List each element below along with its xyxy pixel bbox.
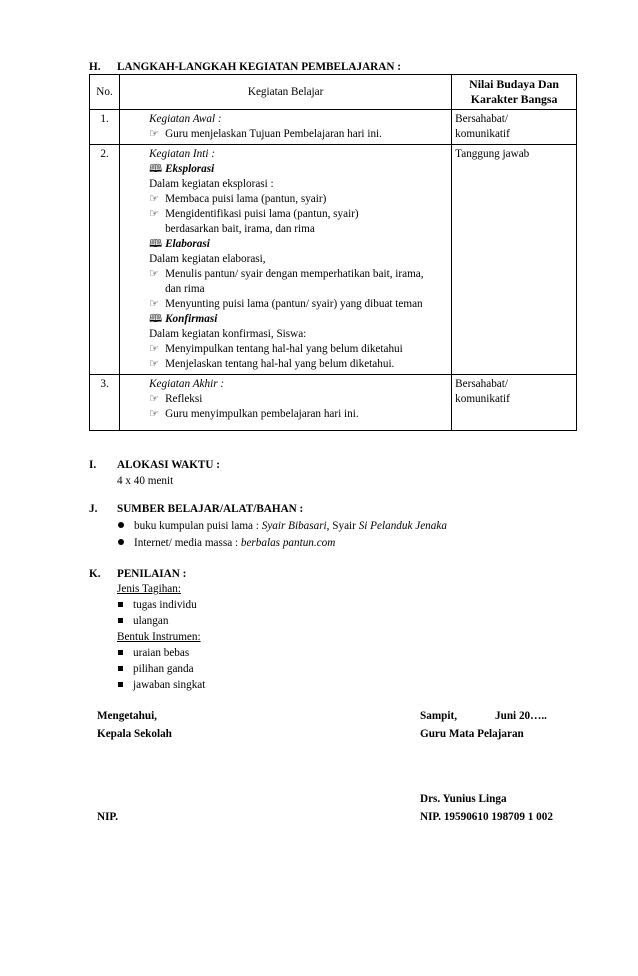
square-bullet-icon [118,602,123,607]
section-j-letter: J. [89,503,98,515]
subsection-intro: Dalam kegiatan konfirmasi, Siswa: [149,328,307,340]
activity-heading: Kegiatan Awal : [149,113,222,125]
subsection-intro: Dalam kegiatan elaborasi, [149,253,266,265]
pointing-hand-icon: ☞ [149,358,160,370]
book-icon: 🕮 [149,238,163,250]
pointing-hand-icon: ☞ [149,208,160,220]
section-h-letter: H. [89,61,101,73]
list-item: uraian bebas [118,646,189,661]
book-icon: 🕮 [149,313,163,325]
pointing-hand-icon: ☞ [149,408,160,420]
signature-left-line1: Mengetahui, [97,710,157,722]
pointing-hand-icon: ☞ [149,128,160,140]
list-item: ☞ Menyimpulkan tentang hal-hal yang belum diketahui [149,343,403,355]
pointing-hand-icon: ☞ [149,298,160,310]
header-kegiatan: Kegiatan Belajar [120,75,452,110]
section-i-letter: I. [89,459,97,471]
header-nilai: Nilai Budaya Dan Karakter Bangsa [452,75,577,110]
square-bullet-icon [118,650,123,655]
section-h-title: LANGKAH-LANGKAH KEGIATAN PEMBELAJARAN : [117,61,401,73]
list-item: ☞ Membaca puisi lama (pantun, syair) [149,193,327,205]
activity-heading: Kegiatan Inti : [149,148,215,160]
list-item: ☞ Menjelaskan tentang hal-hal yang belum diketahui. [149,358,395,370]
list-item: ulangan [118,614,168,629]
bullet-dot-icon [118,522,124,528]
section-i-title: ALOKASI WAKTU : [117,459,220,471]
list-item: ☞ Refleksi [149,393,203,405]
section-k-title: PENILAIAN : [117,568,187,580]
signature-teacher-name: Drs. Yunius Linga [420,793,507,805]
row-value: Bersahabat/ komunikatif [452,110,577,145]
table-row [90,110,577,145]
pointing-hand-icon: ☞ [149,343,160,355]
list-item: ☞ Guru menyimpulkan pembelajaran hari ini. [149,408,359,420]
list-item: ☞ Mengidentifikasi puisi lama (pantun, syair) berdasarkan bait, irama, dan rima [149,208,359,235]
section-k-letter: K. [89,568,101,580]
subsection-eksplorasi: 🕮 Eksplorasi [149,163,215,175]
row-activity [120,110,452,145]
book-icon: 🕮 [149,163,163,175]
subsection-intro: Dalam kegiatan eksplorasi : [149,178,274,190]
signature-left-line2: Kepala Sekolah [97,728,172,740]
pointing-hand-icon: ☞ [149,193,160,205]
jenis-tagihan-label: Jenis Tagihan: [117,583,181,595]
list-item: tugas individu [118,598,197,613]
signature-right-line2: Guru Mata Pelajaran [420,728,524,740]
square-bullet-icon [118,618,123,623]
row-activity [120,375,452,431]
pointing-hand-icon: ☞ [149,393,160,405]
list-item: ☞ Guru menjelaskan Tujuan Pembelajaran hari ini. [149,128,382,140]
subsection-elaborasi: 🕮 Elaborasi [149,238,210,250]
section-j-title: SUMBER BELAJAR/ALAT/BAHAN : [117,503,304,515]
subsection-konfirmasi: 🕮 Konfirmasi [149,313,218,325]
table-header-row [90,75,577,110]
list-item: jawaban singkat [118,678,205,693]
table-row [90,145,577,375]
row-activity [120,145,452,375]
bentuk-instrumen-label: Bentuk Instrumen: [117,631,201,643]
activity-heading: Kegiatan Akhir : [149,378,225,390]
list-item: buku kumpulan puisi lama : Syair Bibasari, Syair Si Pelanduk Jenaka [118,519,447,534]
row-value: Tanggung jawab [452,145,577,375]
square-bullet-icon [118,682,123,687]
list-item: pilihan ganda [118,662,194,677]
table-row [90,375,577,431]
header-no: No. [90,75,120,110]
signature-right-nip: NIP. 19590610 198709 1 002 [420,811,553,823]
row-number: 1. [90,110,120,145]
signature-date: Juni 20….. [495,710,547,722]
list-item: Internet/ media massa : berbalas pantun.com [118,536,335,551]
bullet-dot-icon [118,539,124,545]
list-item: ☞ Menulis pantun/ syair dengan memperhatikan bait, irama, dan rima [149,268,424,295]
time-allocation-value: 4 x 40 menit [117,475,174,487]
signature-left-nip: NIP. [97,811,119,823]
pointing-hand-icon: ☞ [149,268,160,280]
list-item: ☞ Menyunting puisi lama (pantun/ syair) yang dibuat teman [149,298,423,310]
square-bullet-icon [118,666,123,671]
activity-table [89,74,577,431]
row-number: 2. [90,145,120,375]
row-value: Bersahabat/ komunikatif [452,375,577,431]
signature-place: Sampit, [420,710,457,722]
row-number: 3. [90,375,120,431]
